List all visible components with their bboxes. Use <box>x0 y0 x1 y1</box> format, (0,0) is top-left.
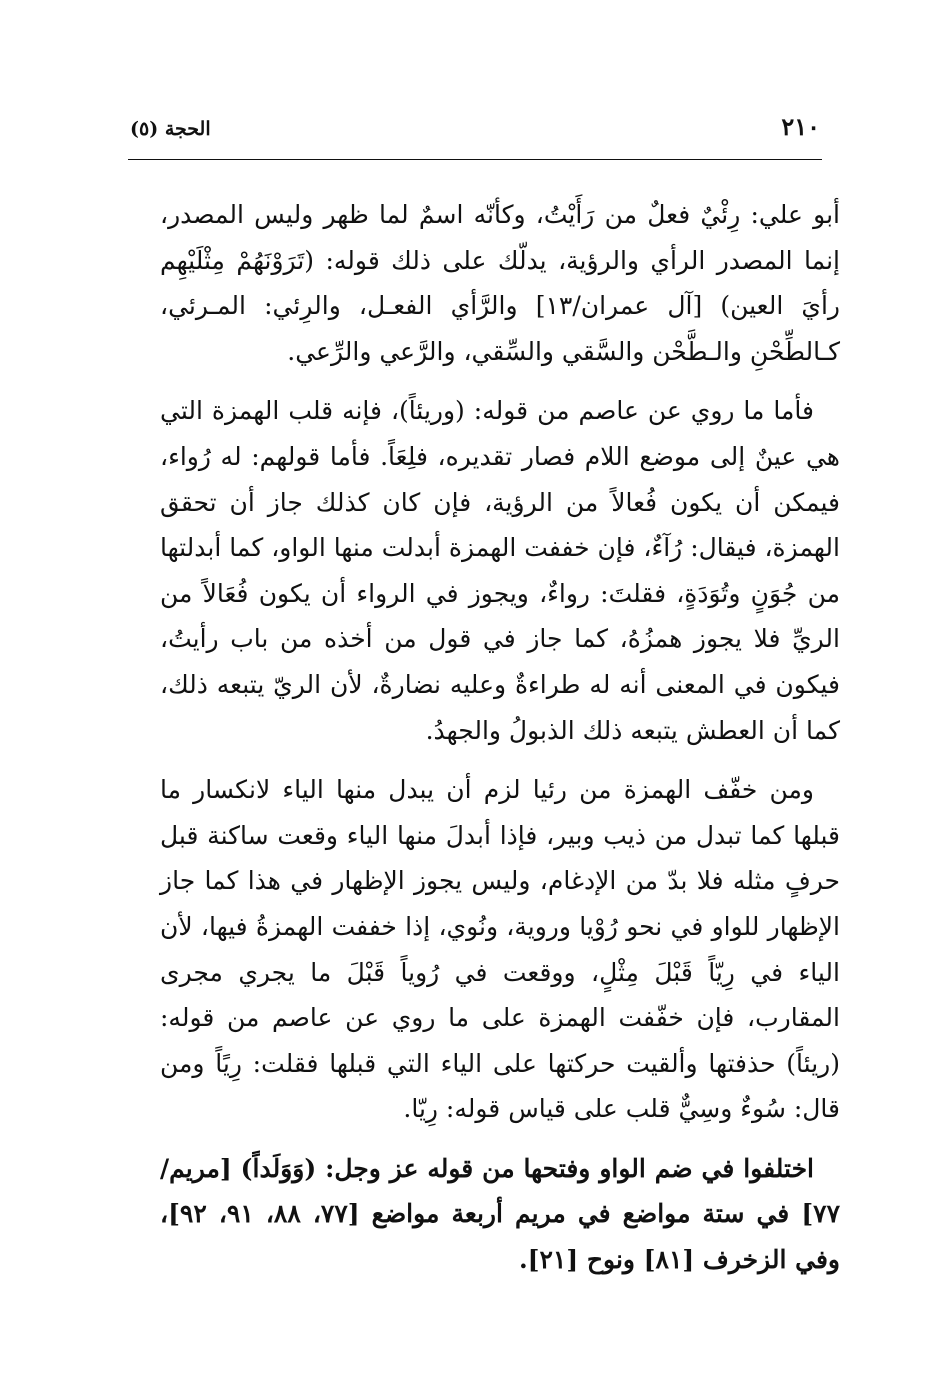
paragraph-waladan-variants: اختلفوا في ضم الواو وفتحها من قوله عز وجل: (وَوَلَداً) [مريم/٧٧] في ستة مواضع في مريم أربعة مواضع [٧٧، ٨٨، ٩١، ٩٢]، وفي الزخرف [٨١] ونوح [٢١]. <box>160 1153 841 1275</box>
chapter-title: الحجة (٥) <box>130 118 211 140</box>
body-text <box>160 192 840 1283</box>
paragraph-hamza-lightening: ومن خفّف الهمزة من رئيا لزم أن يبدل منها الياء لانكسار ما قبلها كما تبدل من ذيب وبير، فإذا أبدلَ منها الياء وقعت ساكنة قبل حرفٍ مثله فلا بدّ من الإدغام، وليس يجوز الإظهار في هذا كما جاز الإظهار للواو في نحو رُوْيا وروية، ونُوي، إذا خففت الهمزةُ فيها، لأن الياء في رِيّاً قَبْلَ مِثْلٍ، ووقعت في رُوياً قَبْلَ ما يجري مجرى المقارب، فإن خفّفت الهمزة على ما روي عن عاصم من قوله: (ريئاً) حذفتها وألقيت حركتها على الياء التي قبلها فقلت: رِيًاً ومن قال: سُوءٌ وسِيٌّ قلب على قياس قوله: رِيّا. <box>160 775 840 1124</box>
running-header <box>128 112 822 156</box>
paragraph-asim-reading: فأما ما روي عن عاصم من قوله: (وريئاً)، فإنه قلب الهمزة التي هي عينٌ إلى موضع اللام فصار تقديره، فلِعَاً. فأما قولهم: له رُواء، فيمكن أن يكون فُعالاً من الرؤية، فإن كان كذلك جاز أن تحقق الهمزة، فيقال: رُآءٌ، فإن خففت الهمزة أبدلت منها الواو، كما أبدلتها من جُوَنٍ وتُوَدَةٍ، فقلتَ: رواءٌ، ويجوز في الرواء أن يكون فُعَالاً من الريِّ فلا يجوز همزُهُ، كما جاز في قول من أخذه من باب رأيتُ، فيكون في المعنى أنه له طراءةٌ وعليه نضارةٌ، لأن الريّ يتبعه ذلك، كما أن العطش يتبعه ذلك الذبولُ والجهدُ. <box>160 396 840 745</box>
header-divider <box>128 159 822 160</box>
paragraph-commentary-rii: أبو علي: رِئْيٌ فعلٌ من رَأَيْتُ، وكأنّه اسمٌ لما ظهر وليس المصدر، إنما المصدر الرأي والرؤية، يدلّك على ذلك قوله: (تَرَوْنَهُمْ مِثْلَيْهِم رأيَ العين) [آل عمران/١٣] والرَّأي الفعـل، والرِئي: المـرئي، كـالطِّحْنِ والـطَّحْن والسَّقي والسِّقي، والرَّعي والرِّعي. <box>160 200 840 366</box>
page-number: ٢١٠ <box>781 112 820 141</box>
